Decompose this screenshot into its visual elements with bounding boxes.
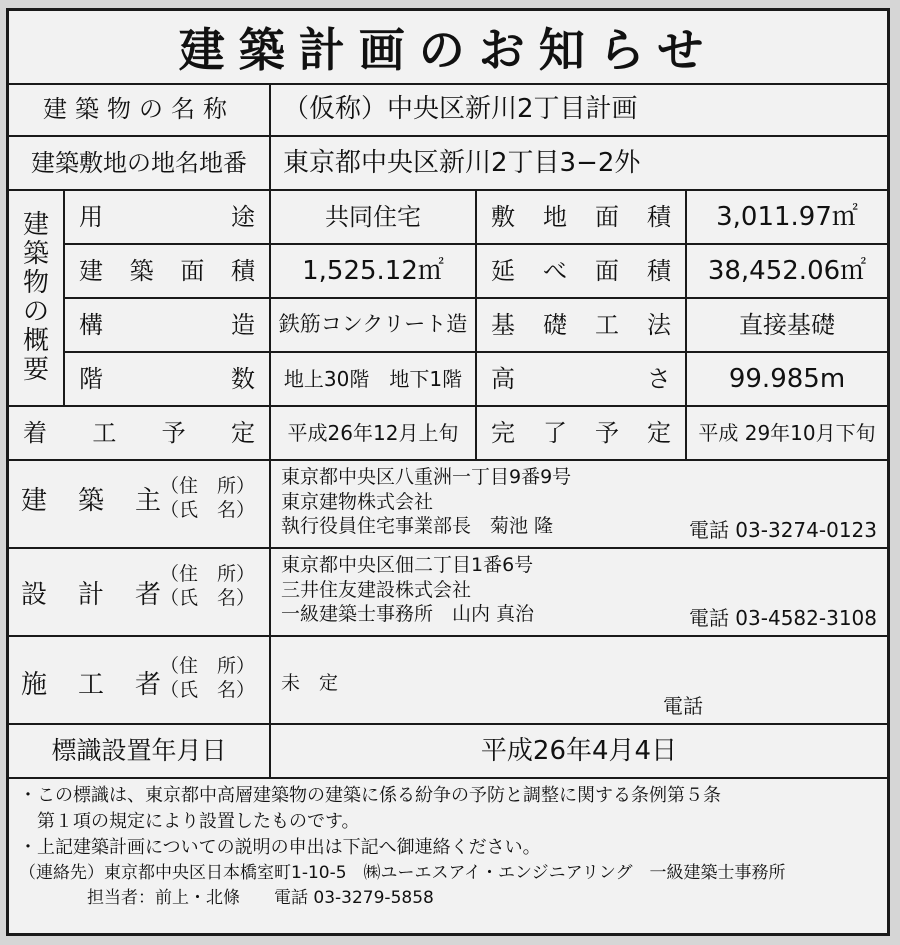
floors-value: 地上30階 地下1階 xyxy=(271,353,477,407)
owner-tel: 電話 03-3274-0123 xyxy=(688,518,877,542)
builder-info xyxy=(271,637,887,725)
owner-sub-labels: （住 所） （氏 名） xyxy=(159,475,255,521)
name-value: （仮称）中央区新川2丁目計画 xyxy=(271,83,887,137)
designer-tel: 電話 03-4582-3108 xyxy=(688,606,877,630)
note-line-3: ・上記建築計画についての説明の申出は下記へ御連絡ください。 xyxy=(19,837,541,859)
building-area-value: 1,525.12㎡ xyxy=(271,245,477,299)
structure-value: 鉄筋コンクリート造 xyxy=(271,299,477,353)
site-label: 建築敷地の地名地番 xyxy=(9,137,271,191)
owner-address: 東京都中央区八重洲一丁目9番9号 xyxy=(281,466,572,488)
designer-sub-labels: （住 所） （氏 名） xyxy=(159,563,255,609)
start-value: 平成26年12月上旬 xyxy=(271,407,477,461)
complete-label: 完 了 予 定 xyxy=(477,407,687,461)
site-area-label: 敷 地 面 積 xyxy=(477,191,687,245)
owner-label-cell xyxy=(9,461,271,549)
notice-title: 建築計画のお知らせ xyxy=(9,11,887,85)
height-value: 99.985m xyxy=(687,353,887,407)
designer-company: 三井住友建設株式会社 xyxy=(281,578,472,601)
structure-label: 構 造 xyxy=(65,299,271,353)
note-line-2: 第１項の規定により設置したものです。 xyxy=(19,811,360,833)
foundation-value: 直接基礎 xyxy=(687,299,887,353)
floor-area-value: 38,452.06㎡ xyxy=(687,245,887,299)
site-area-value: 3,011.97㎡ xyxy=(687,191,887,245)
owner-person: 執行役員住宅事業部長 菊池 隆 xyxy=(281,515,554,538)
note-line-1: ・この標識は、東京都中高層建築物の建築に係る紛争の予防と調整に関する条例第５条 xyxy=(19,785,721,806)
owner-label: 建 築 主 xyxy=(21,486,161,516)
foundation-label: 基 礎 工 法 xyxy=(477,299,687,353)
builder-name: 未 定 xyxy=(281,672,339,694)
contact-person-line: 担当者：前上・北條 電話 03-3279-5858 xyxy=(19,887,434,908)
contact-line: （連絡先）東京都中央区日本橋室町1-10-5 ㈱ユーエスアイ・エンジニアリング 一級建築士事務所 xyxy=(19,863,786,884)
designer-label-cell xyxy=(9,549,271,637)
builder-label: 施 工 者 xyxy=(21,670,161,700)
height-label: 高 さ xyxy=(477,353,687,407)
builder-tel: 電話 xyxy=(663,694,703,718)
owner-info xyxy=(271,461,887,549)
overview-label-cell xyxy=(9,191,65,407)
overview-label: 建 築 物 の 概 要 xyxy=(22,209,49,386)
use-value: 共同住宅 xyxy=(271,191,477,245)
floors-label: 階 数 xyxy=(65,353,271,407)
sign-date-label: 標識設置年月日 xyxy=(9,725,271,779)
building-area-label: 建 築 面 積 xyxy=(65,245,271,299)
builder-label-cell xyxy=(9,637,271,725)
designer-address: 東京都中央区佃二丁目1番6号 xyxy=(281,554,534,576)
site-value: 東京都中央区新川2丁目3−2外 xyxy=(271,137,887,191)
notes xyxy=(19,783,879,911)
designer-label: 設 計 者 xyxy=(21,580,161,610)
floor-area-label: 延 べ 面 積 xyxy=(477,245,687,299)
builder-sub-labels: （住 所） （氏 名） xyxy=(159,655,255,701)
notice-board xyxy=(6,8,890,936)
designer-person: 一級建築士事務所 山内 真治 xyxy=(281,603,535,626)
name-label: 建築物の名称 xyxy=(9,83,271,137)
complete-value: 平成 29年10月下旬 xyxy=(687,407,887,461)
owner-company: 東京建物株式会社 xyxy=(281,490,434,513)
sign-date-value: 平成26年4月4日 xyxy=(271,725,887,779)
designer-info xyxy=(271,549,887,637)
start-label: 着 工 予 定 xyxy=(9,407,271,461)
use-label: 用 途 xyxy=(65,191,271,245)
